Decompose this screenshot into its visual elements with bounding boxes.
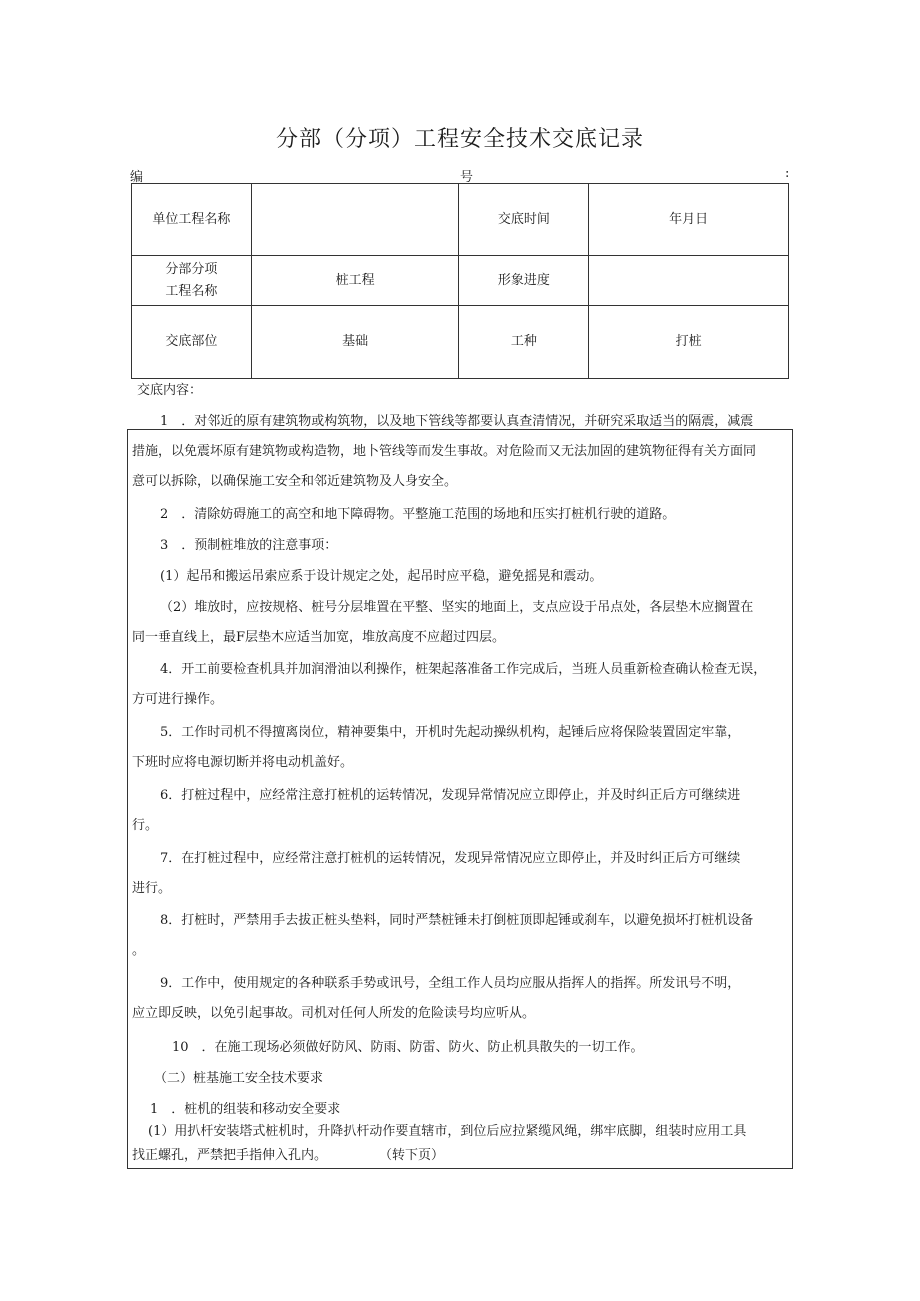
paragraph-line: 行。 <box>132 818 159 833</box>
paragraph-line: 。 <box>132 943 146 958</box>
paragraph-3 <box>132 531 792 561</box>
number-colon: : <box>785 166 790 181</box>
paragraph-8 <box>132 781 792 841</box>
subproject-name-value: 桩工程 <box>251 256 459 306</box>
handover-location-label: 交底部位 <box>132 306 252 379</box>
subproject-name-label <box>132 256 252 306</box>
paragraph-line: 1 ．桩机的组装和移动安全要求 <box>150 1102 341 1117</box>
paragraph-1 <box>132 407 792 497</box>
paragraph-line: 应立即反映，以免引起事故。司机对任何人所发的危险读号均应听从。 <box>132 1006 536 1021</box>
paragraph-line: 进行。 <box>132 881 172 896</box>
paragraph-10 <box>132 906 792 966</box>
paragraph-5 <box>132 593 792 653</box>
subproject-label-line1: 分部分项 <box>165 261 218 277</box>
trade-label: 工种 <box>459 306 589 379</box>
paragraph-line: 10 ．在施工现场必须做好防风、防雨、防雷、防火、防止机具散失的一切工作。 <box>172 1040 644 1055</box>
paragraph-2 <box>132 500 792 530</box>
paragraph-line: 4．开工前要检查机具并加润滑油以利操作，桩架起落准备工作完成后，当班人员重新检查确认检查无误， <box>160 662 767 677</box>
paragraph-line: 6．打桩过程中，应经常注意打桩机的运转情况，发现异常情况应立即停止，并及时纠正后方可继续进 <box>160 788 741 803</box>
paragraph-line: 1 ．对邻近的原有建筑物或构筑物，以及地下管线等都要认真查清情况，并研究采取适当的隔震，减震 <box>160 414 754 429</box>
unit-name-label: 单位工程名称 <box>132 184 252 256</box>
progress-label: 形象进度 <box>459 256 589 306</box>
paragraph-line: （2）堆放时，应按规格、桩号分层堆置在平整、坚实的地面上，支点应设于吊点处，各层垫木应搁置在 <box>160 600 754 615</box>
progress-value <box>589 256 789 306</box>
paragraph-12 <box>132 1033 792 1063</box>
paragraph-line: 5．工作时司机不得擅离岗位，精神要集中，开机时先起动操纵机构，起锤后应将保险装置固定牢靠， <box>160 725 741 740</box>
number-label-1: 编 <box>130 170 144 185</box>
paragraph-line: 7．在打桩过程中，应经常注意打桩机的运转情况，发现异常情况应立即停止，并及时纠正后方可继续 <box>160 851 741 866</box>
number-label-2: 号 <box>460 170 474 185</box>
subproject-label-line2: 工程名称 <box>165 283 218 299</box>
paragraph-line: 8．打桩时，严禁用手去拔正桩头垫料，同时严禁桩锤未打倒桩顶即起锤或刹车，以避免损坏打桩机设备 <box>160 913 754 928</box>
unit-name-value <box>251 184 459 256</box>
info-table <box>131 183 789 379</box>
paragraph-line: 意可以拆除，以确保施工安全和邻近建筑物及人身安全。 <box>132 474 458 489</box>
paragraph-11 <box>132 969 792 1029</box>
paragraph-line: 9．工作中，使用规定的各种联系手势或讯号，全组工作人员均应服从指挥人的指挥。所发讯号不明， <box>160 976 741 991</box>
paragraph-line: 措施，以免震坏原有建筑物或构造物，地卜管线等而发生事故。对危险而又无法加固的建筑物征得有关方面同 <box>132 444 757 459</box>
number-row <box>130 166 790 184</box>
paragraph-line: (1）用扒杆安装塔式桩机时，升降扒杆动作要直辖市，到位后应拉紧缆风绳，绑牢底脚，组装时应用工具 <box>148 1124 747 1139</box>
paragraph-line: 2 ．清除妨碍施工的高空和地下障碍物。平整施工范围的场地和压实打桩机行驶的道路。 <box>160 507 676 522</box>
paragraph-line: (1）起吊和搬运吊索应系于设计规定之处，起吊时应平稳，避免摇晃和震动。 <box>160 569 603 584</box>
paragraph-line: 同一垂直线上，最F层垫木应适当加宽，堆放高度不应超过四层。 <box>132 630 506 645</box>
paragraph-4 <box>132 562 792 592</box>
paragraph-6 <box>132 655 792 715</box>
page-title: 分部（分项）工程安全技术交底记录 <box>275 127 644 152</box>
trade-value: 打桩 <box>589 306 789 379</box>
paragraph-line: 方可进行操作。 <box>132 692 224 707</box>
section-heading <box>132 1064 792 1094</box>
handover-time-value: 年月日 <box>589 184 789 256</box>
paragraph-13 <box>132 1120 792 1168</box>
paragraph-7 <box>132 718 792 778</box>
handover-time-label: 交底时间 <box>459 184 589 256</box>
paragraph-line: 找正螺孔，严禁把手指伸入孔内。 （转下页） <box>132 1148 445 1163</box>
paragraph-line: （二）桩基施工安全技术要求 <box>154 1071 324 1086</box>
paragraph-line: 3 ．预制桩堆放的注意事项： <box>160 538 338 553</box>
content-label: 交底内容： <box>137 383 203 398</box>
handover-location-value: 基础 <box>251 306 459 379</box>
paragraph-line: 下班时应将电源切断并将电动机盖好。 <box>132 755 354 770</box>
paragraph-9 <box>132 844 792 904</box>
